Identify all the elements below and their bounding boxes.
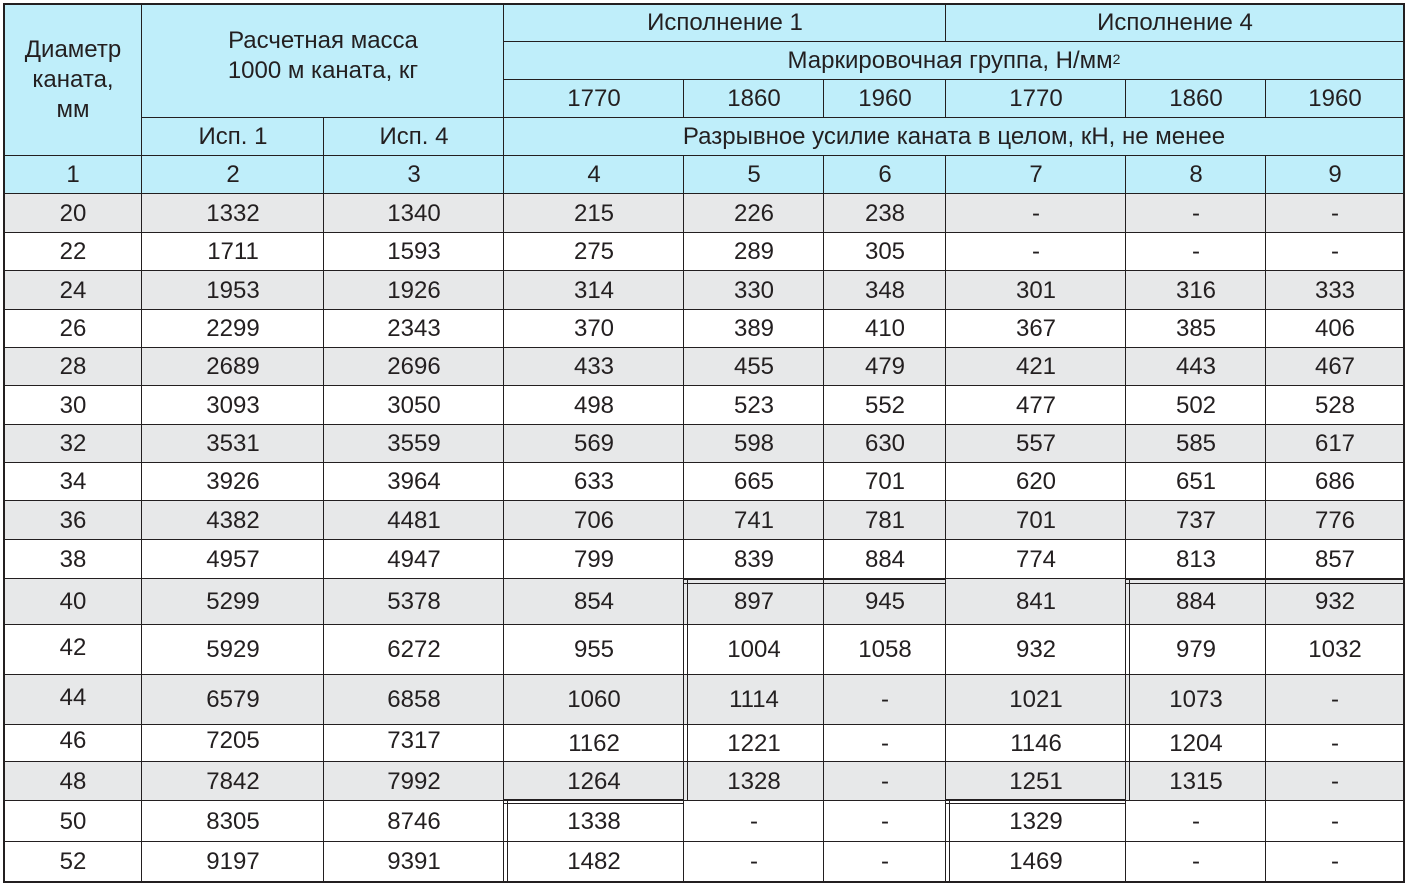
header-exec-4: Исполнение 4 — [946, 4, 1404, 42]
table-cell: 665 — [684, 463, 824, 501]
header-diameter-line-3: мм — [56, 96, 90, 123]
diameter-cell: 24 — [4, 271, 142, 310]
table-cell: - — [1266, 233, 1404, 271]
table-cell: 741 — [684, 501, 824, 540]
table-cell: 6858 — [324, 675, 504, 725]
grid-line — [141, 4, 142, 194]
diameter-cell: 40 — [4, 579, 142, 625]
grade-header-cell: 1960 — [824, 80, 946, 118]
table-cell: 1328 — [684, 762, 824, 801]
double-border — [1125, 579, 1126, 801]
table-cell: - — [684, 801, 824, 842]
table-cell: - — [824, 762, 946, 801]
table-cell: 226 — [684, 194, 824, 233]
table-cell: 1593 — [324, 233, 504, 271]
table-cell: 1073 — [1126, 675, 1266, 725]
double-border — [503, 799, 504, 881]
grade-header-cell: 1770 — [504, 80, 684, 118]
table-cell: 2343 — [324, 310, 504, 348]
table-cell: 1329 — [946, 801, 1126, 842]
grid-line — [4, 155, 1404, 156]
grid-line — [4, 800, 1404, 801]
grid-line — [4, 270, 1404, 271]
grid-line — [504, 41, 1404, 42]
table-cell: 367 — [946, 310, 1126, 348]
grid-line — [504, 79, 1404, 80]
table-cell: 633 — [504, 463, 684, 501]
double-border — [687, 579, 688, 801]
header-breaking-force: Разрывное усилие каната в целом, кН, не менее — [504, 118, 1404, 156]
table-cell: 1340 — [324, 194, 504, 233]
grid-line — [1265, 80, 1266, 118]
table-cell: 2689 — [142, 348, 324, 386]
diameter-cell: 42 — [4, 625, 142, 675]
grid-line — [323, 194, 324, 881]
table-cell: 314 — [504, 271, 684, 310]
table-cell: 1338 — [504, 801, 684, 842]
table-cell: 406 — [1266, 310, 1404, 348]
table-cell: 467 — [1266, 348, 1404, 386]
double-border — [946, 803, 1126, 804]
table-cell: 774 — [946, 540, 1126, 579]
table-cell: - — [1266, 725, 1404, 762]
table-cell: 6272 — [324, 625, 504, 675]
header-mass-line-2: 1000 м каната, кг — [227, 57, 419, 84]
double-border — [946, 799, 1126, 800]
grid-line — [503, 194, 504, 881]
column-number-cell: 1 — [4, 156, 142, 194]
double-border — [504, 799, 684, 800]
table-cell: 3050 — [324, 386, 504, 425]
grid-line — [683, 156, 684, 194]
table-cell: 979 — [1126, 625, 1266, 675]
table-cell: 1251 — [946, 762, 1126, 801]
diameter-cell: 48 — [4, 762, 142, 801]
diameter-cell: 28 — [4, 348, 142, 386]
grid-line — [4, 624, 1404, 625]
diameter-cell: 34 — [4, 463, 142, 501]
table-cell: - — [946, 194, 1126, 233]
grid-line — [945, 156, 946, 194]
table-cell: 5378 — [324, 579, 504, 625]
table-cell: 1032 — [1266, 625, 1404, 675]
table-cell: 4382 — [142, 501, 324, 540]
table-cell: 2299 — [142, 310, 324, 348]
grid-line — [4, 424, 1404, 425]
header-mass — [142, 4, 504, 118]
table-cell: 1114 — [684, 675, 824, 725]
table-cell: 4481 — [324, 501, 504, 540]
table-cell: 3531 — [142, 425, 324, 463]
table-cell: 897 — [684, 579, 824, 625]
grid-line — [141, 194, 142, 881]
table-cell: 552 — [824, 386, 946, 425]
header-mass-line-1: Расчетная масса — [228, 27, 418, 54]
table-cell: 1711 — [142, 233, 324, 271]
table-border — [3, 3, 1405, 5]
table-cell: 932 — [946, 625, 1126, 675]
table-cell: 7842 — [142, 762, 324, 801]
table-cell: 528 — [1266, 386, 1404, 425]
table-cell: 502 — [1126, 386, 1266, 425]
table-cell: 799 — [504, 540, 684, 579]
double-border — [1129, 579, 1130, 801]
table-cell: 348 — [824, 271, 946, 310]
diameter-cell: 50 — [4, 801, 142, 842]
table-cell: 7317 — [324, 725, 504, 762]
table-cell: 1204 — [1126, 725, 1266, 762]
table-cell: 477 — [946, 386, 1126, 425]
double-border — [683, 579, 684, 801]
diameter-cell: 26 — [4, 310, 142, 348]
table-cell: 617 — [1266, 425, 1404, 463]
table-cell: 8746 — [324, 801, 504, 842]
grid-line — [4, 539, 1404, 540]
table-cell: 1332 — [142, 194, 324, 233]
table-cell: 1221 — [684, 725, 824, 762]
header-diameter-line-1: Диаметр — [24, 36, 122, 63]
double-border — [949, 799, 950, 881]
table-cell: - — [684, 842, 824, 881]
grid-line — [4, 309, 1404, 310]
table-cell: 884 — [824, 540, 946, 579]
table-cell: 305 — [824, 233, 946, 271]
table-cell: 433 — [504, 348, 684, 386]
table-cell: 1926 — [324, 271, 504, 310]
diameter-cell: 46 — [4, 725, 142, 762]
diameter-cell: 44 — [4, 675, 142, 725]
table-cell: - — [824, 675, 946, 725]
table-cell: 330 — [684, 271, 824, 310]
table-cell: 1264 — [504, 762, 684, 801]
table-cell: 1146 — [946, 725, 1126, 762]
diameter-cell: 38 — [4, 540, 142, 579]
table-cell: - — [1126, 801, 1266, 842]
double-border — [1126, 583, 1404, 584]
table-cell: 598 — [684, 425, 824, 463]
column-number-cell: 6 — [824, 156, 946, 194]
table-border — [3, 881, 1405, 883]
grade-header-cell: 1960 — [1266, 80, 1404, 118]
column-number-cell: 7 — [946, 156, 1126, 194]
table-cell: - — [1266, 842, 1404, 881]
table-cell: 706 — [504, 501, 684, 540]
table-cell: 1315 — [1126, 762, 1266, 801]
diameter-cell: 36 — [4, 501, 142, 540]
grid-line — [945, 80, 946, 118]
grid-line — [1265, 194, 1266, 881]
grade-header-cell: 1860 — [684, 80, 824, 118]
grid-line — [4, 193, 1404, 194]
table-cell: 1021 — [946, 675, 1126, 725]
header-marking-group: Маркировочная группа, Н/мм $^2$ — [504, 42, 1404, 80]
table-cell: 557 — [946, 425, 1126, 463]
table-cell: 7205 — [142, 725, 324, 762]
table-cell: 884 — [1126, 579, 1266, 625]
table-cell: - — [824, 801, 946, 842]
double-border — [504, 803, 684, 804]
table-cell: 7992 — [324, 762, 504, 801]
diameter-cell: 22 — [4, 233, 142, 271]
grid-line — [4, 761, 1404, 762]
table-cell: 5299 — [142, 579, 324, 625]
grid-line — [323, 118, 324, 194]
table-cell: 3964 — [324, 463, 504, 501]
grid-line — [823, 80, 824, 118]
header-exec-1: Исполнение 1 — [504, 4, 946, 42]
diameter-cell: 30 — [4, 386, 142, 425]
table-cell: 9391 — [324, 842, 504, 881]
double-border — [945, 799, 946, 881]
table-cell: 737 — [1126, 501, 1266, 540]
table-cell: 443 — [1126, 348, 1266, 386]
table-cell: 686 — [1266, 463, 1404, 501]
table-cell: 215 — [504, 194, 684, 233]
table-cell: 3559 — [324, 425, 504, 463]
grid-line — [823, 156, 824, 194]
header-diameter-line-2: каната, — [32, 66, 114, 93]
table-cell: 839 — [684, 540, 824, 579]
grid-line — [1125, 156, 1126, 194]
table-cell: 421 — [946, 348, 1126, 386]
table-border — [1403, 3, 1405, 883]
table-cell: 781 — [824, 501, 946, 540]
table-cell: - — [824, 842, 946, 881]
table-cell: 2696 — [324, 348, 504, 386]
grid-line — [945, 4, 946, 42]
table-cell: 1953 — [142, 271, 324, 310]
table-cell: 479 — [824, 348, 946, 386]
table-cell: 813 — [1126, 540, 1266, 579]
table-cell: 316 — [1126, 271, 1266, 310]
table-cell: 1482 — [504, 842, 684, 881]
table-cell: 385 — [1126, 310, 1266, 348]
table-cell: 1060 — [504, 675, 684, 725]
table-cell: - — [946, 233, 1126, 271]
column-number-cell: 2 — [142, 156, 324, 194]
table-cell: 289 — [684, 233, 824, 271]
table-cell: 498 — [504, 386, 684, 425]
header-isp-4: Исп. 4 — [324, 118, 504, 156]
grid-line — [4, 500, 1404, 501]
header-isp-1: Исп. 1 — [142, 118, 324, 156]
double-border — [684, 583, 945, 584]
column-number-cell: 3 — [324, 156, 504, 194]
table-cell: 1058 — [824, 625, 946, 675]
table-cell: 857 — [1266, 540, 1404, 579]
grade-header-cell: 1860 — [1126, 80, 1266, 118]
grid-line — [1265, 156, 1266, 194]
table-cell: 620 — [946, 463, 1126, 501]
grid-line — [4, 462, 1404, 463]
grid-line — [945, 194, 946, 881]
table-cell: 275 — [504, 233, 684, 271]
table-cell: 389 — [684, 310, 824, 348]
table-cell: - — [1266, 675, 1404, 725]
table-cell: 3926 — [142, 463, 324, 501]
header-marking-group-text: Маркировочная группа, Н/мм — [787, 47, 1113, 74]
table-cell: 5929 — [142, 625, 324, 675]
table-cell: 776 — [1266, 501, 1404, 540]
table-cell: 651 — [1126, 463, 1266, 501]
double-border — [1126, 579, 1404, 580]
table-cell: 701 — [824, 463, 946, 501]
grid-line — [503, 4, 504, 194]
table-cell: 523 — [684, 386, 824, 425]
table-cell: 6579 — [142, 675, 324, 725]
table-cell: - — [1126, 194, 1266, 233]
table-cell: 9197 — [142, 842, 324, 881]
column-number-cell: 5 — [684, 156, 824, 194]
table-cell: 841 — [946, 579, 1126, 625]
grid-line — [4, 841, 1404, 842]
grid-line — [1125, 80, 1126, 118]
grid-line — [4, 674, 1404, 675]
table-cell: 569 — [504, 425, 684, 463]
table-cell: 1004 — [684, 625, 824, 675]
header-diameter — [4, 4, 142, 156]
table-cell: 4947 — [324, 540, 504, 579]
diameter-cell: 32 — [4, 425, 142, 463]
column-number-cell: 8 — [1126, 156, 1266, 194]
table-border — [3, 3, 5, 883]
double-border — [684, 579, 945, 580]
grid-line — [4, 347, 1404, 348]
grid-line — [142, 117, 1404, 118]
table-cell: 4957 — [142, 540, 324, 579]
table-cell: 238 — [824, 194, 946, 233]
table-cell: - — [1266, 194, 1404, 233]
grid-line — [4, 385, 1404, 386]
table-cell: 945 — [824, 579, 946, 625]
grid-line — [4, 724, 1404, 725]
table-cell: 301 — [946, 271, 1126, 310]
table-cell: 630 — [824, 425, 946, 463]
table-cell: 854 — [504, 579, 684, 625]
table-cell: 3093 — [142, 386, 324, 425]
grid-line — [4, 232, 1404, 233]
table-cell: 701 — [946, 501, 1126, 540]
column-number-cell: 4 — [504, 156, 684, 194]
table-cell: 333 — [1266, 271, 1404, 310]
table-cell: - — [1126, 842, 1266, 881]
diameter-cell: 52 — [4, 842, 142, 881]
grid-line — [683, 80, 684, 118]
table-cell: - — [1126, 233, 1266, 271]
grade-header-cell: 1770 — [946, 80, 1126, 118]
table-cell: - — [1266, 762, 1404, 801]
table-cell: 370 — [504, 310, 684, 348]
grid-line — [823, 194, 824, 881]
table-cell: 410 — [824, 310, 946, 348]
table-cell: - — [824, 725, 946, 762]
table-cell: 455 — [684, 348, 824, 386]
table-cell: 955 — [504, 625, 684, 675]
column-number-cell: 9 — [1266, 156, 1404, 194]
table-cell: 1162 — [504, 725, 684, 762]
table-cell: 8305 — [142, 801, 324, 842]
table-cell: - — [1266, 801, 1404, 842]
table-cell: 585 — [1126, 425, 1266, 463]
diameter-cell: 20 — [4, 194, 142, 233]
table-cell: 932 — [1266, 579, 1404, 625]
double-border — [507, 799, 508, 881]
table-cell: 1469 — [946, 842, 1126, 881]
